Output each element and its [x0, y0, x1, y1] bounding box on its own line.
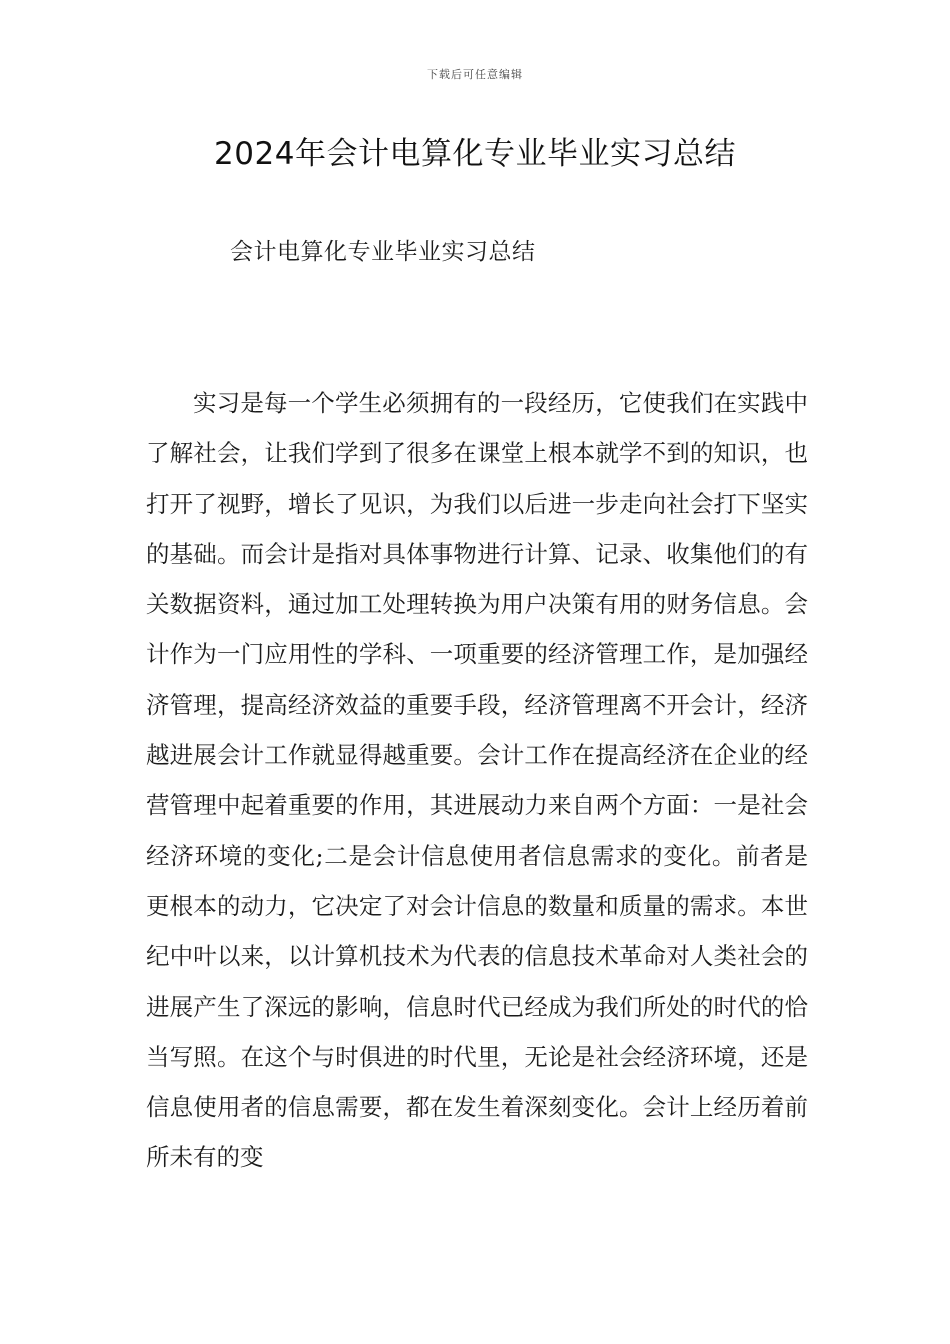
document-subtitle: 会计电算化专业毕业实习总结 [230, 239, 536, 265]
page-header-note: 下载后可任意编辑 [427, 68, 523, 81]
body-paragraph: 实习是每一个学生必须拥有的一段经历，它使我们在实践中了解社会，让我们学到了很多在课堂上根本就学不到的知识，也打开了视野，增长了见识，为我们以后进一步走向社会打下坚实的基础。而会计是指对具体事物进行计算、记录、收集他们的有关数据资料，通过加工处理转换为用户决策有用的财务信息。会计作为一门应用性的学科、一项重要的经济管理工作，是加强经济管理，提高经济效益的重要手段，经济管理离不开会计，经济越进展会计工作就显得越重要。会计工作在提高经济在企业的经营管理中起着重要的作用，其进展动力来自两个方面：一是社会经济环境的变化;二是会计信息使用者信息需求的变化。前者是更根本的动力，它决定了对会计信息的数量和质量的需求。本世纪中叶以来，以计算机技术为代表的信息技术革命对人类社会的进展产生了深远的影响，信息时代已经成为我们所处的时代的恰当写照。在这个与时俱进的时代里，无论是社会经济环境，还是信息使用者的信息需要，都在发生着深刻变化。会计上经历着前所未有的变 [146, 389, 808, 1172]
document-title: 2024年会计电算化专业毕业实习总结 [214, 136, 736, 172]
